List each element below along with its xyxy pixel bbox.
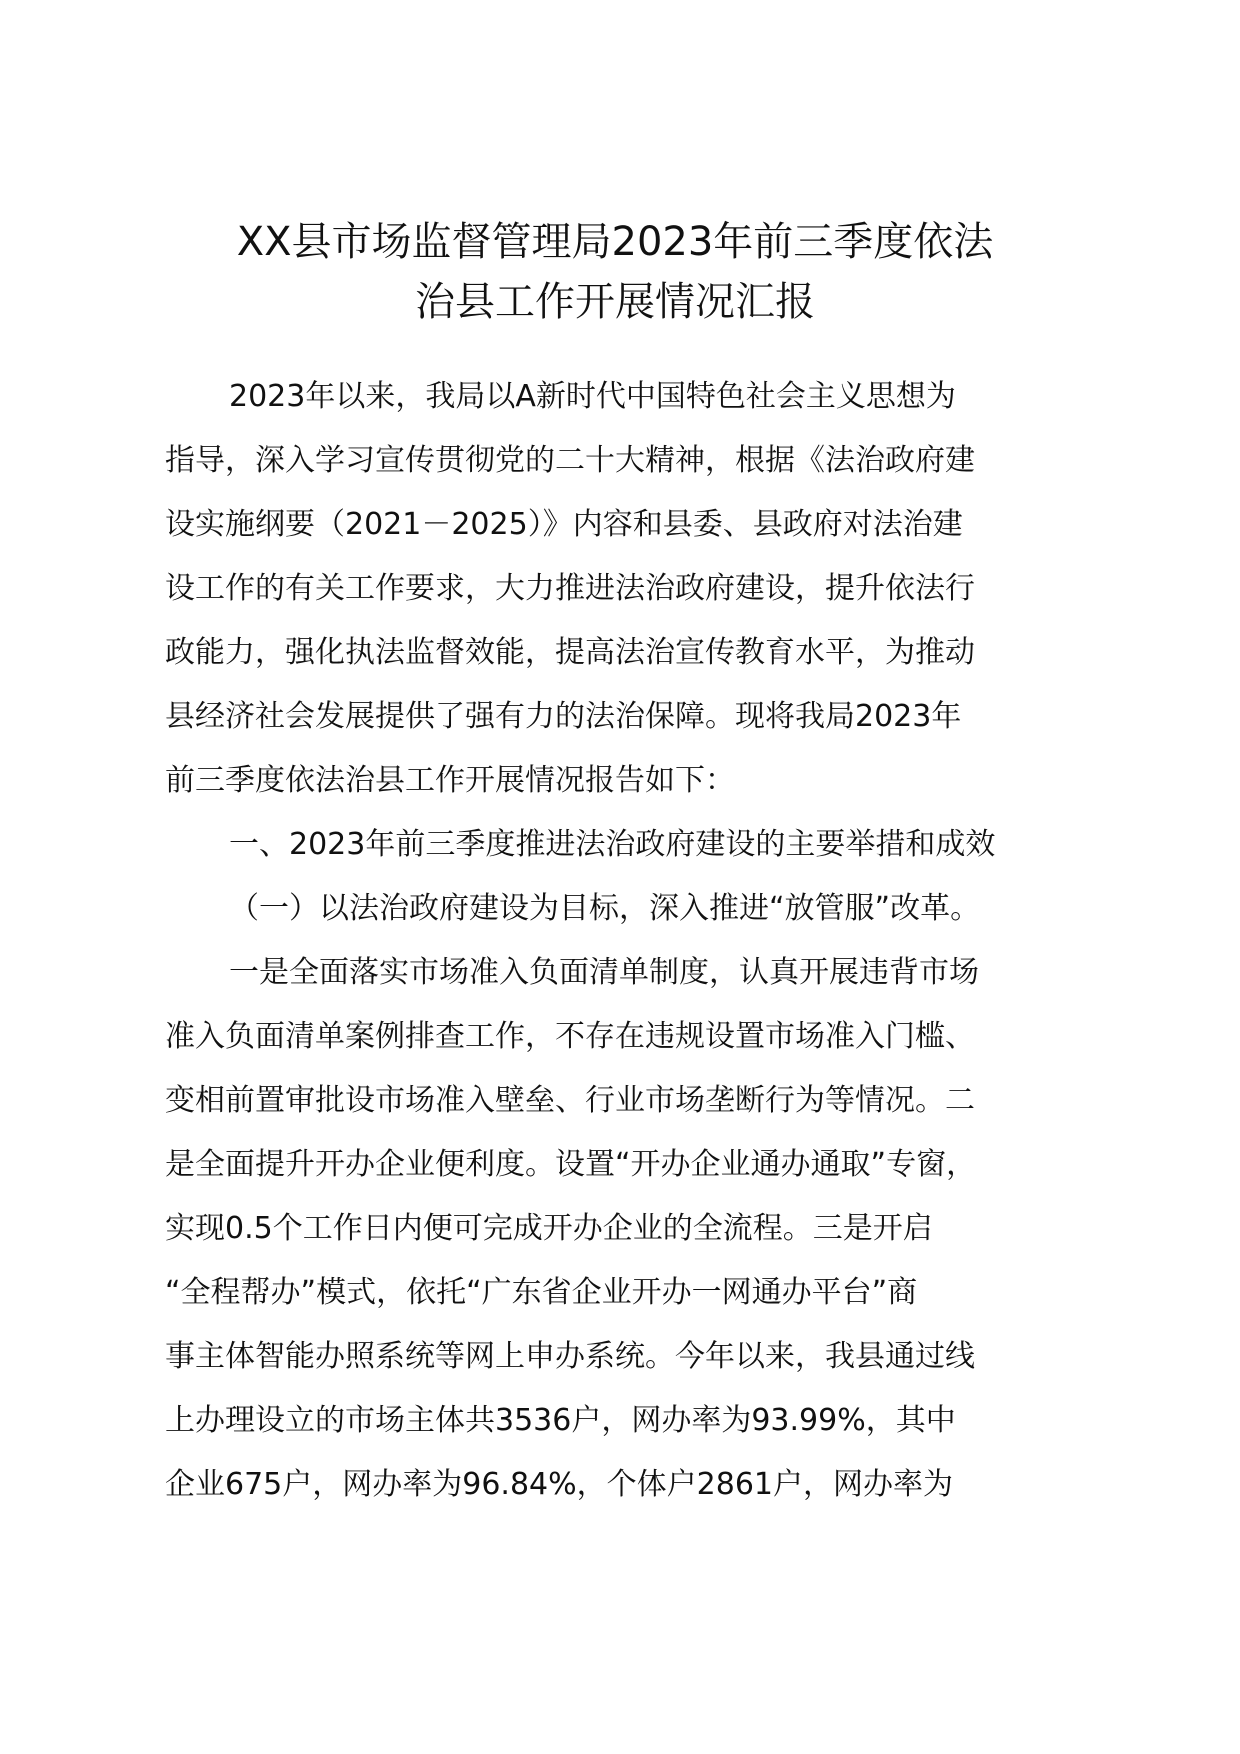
subsection-heading-1: （一）以法治政府建设为目标，深入推进“放管服”改革。 — [229, 891, 981, 926]
body-line-7: 前三季度依法治县工作开展情况报告如下： — [165, 763, 735, 798]
section-heading-1: 一、2023年前三季度推进法治政府建设的主要举措和成效 — [229, 827, 996, 862]
body-line-5: 政能力，强化执法监督效能，提高法治宣传教育水平，为推动 — [165, 635, 975, 670]
title-line-2: 治县工作开展情况汇报 — [415, 279, 815, 325]
document-title — [150, 212, 1080, 332]
body-line-18: 企业675户，网办率为96.84%，个体户2861户，网办率为 — [165, 1467, 953, 1502]
body-line-13: 是全面提升开办企业便利度。设置“开办企业通办通取”专窗， — [165, 1147, 977, 1182]
body-line-2: 指导，深入学习宣传贯彻党的二十大精神，根据《法治政府建 — [165, 443, 975, 478]
body-line-6: 县经济社会发展提供了强有力的法治保障。现将我局2023年 — [165, 699, 962, 734]
body-line-11: 准入负面清单案例排查工作，不存在违规设置市场准入门槛、 — [165, 1019, 975, 1054]
body-line-1: 2023年以来，我局以A新时代中国特色社会主义思想为 — [229, 379, 956, 414]
body-line-12: 变相前置审批设市场准入壁垒、行业市场垄断行为等情况。二 — [165, 1083, 975, 1118]
body-line-14: 实现0.5个工作日内便可完成开办企业的全流程。三是开启 — [165, 1211, 933, 1246]
body-line-10: 一是全面落实市场准入负面清单制度，认真开展违背市场 — [229, 955, 979, 990]
body-line-4: 设工作的有关工作要求，大力推进法治政府建设，提升依法行 — [165, 571, 975, 606]
body-line-17: 上办理设立的市场主体共3536户，网办率为93.99%，其中 — [165, 1403, 956, 1438]
body-line-16: 事主体智能办照系统等网上申办系统。今年以来，我县通过线 — [165, 1339, 975, 1374]
document-body — [165, 365, 1095, 1517]
body-line-15: “全程帮办”模式，依托“广东省企业开办一网通办平台”商 — [165, 1275, 918, 1310]
title-line-1: XX县市场监督管理局2023年前三季度依法 — [236, 219, 994, 265]
body-line-3: 设实施纲要（2021－2025）》内容和县委、县政府对法治建 — [165, 507, 963, 542]
